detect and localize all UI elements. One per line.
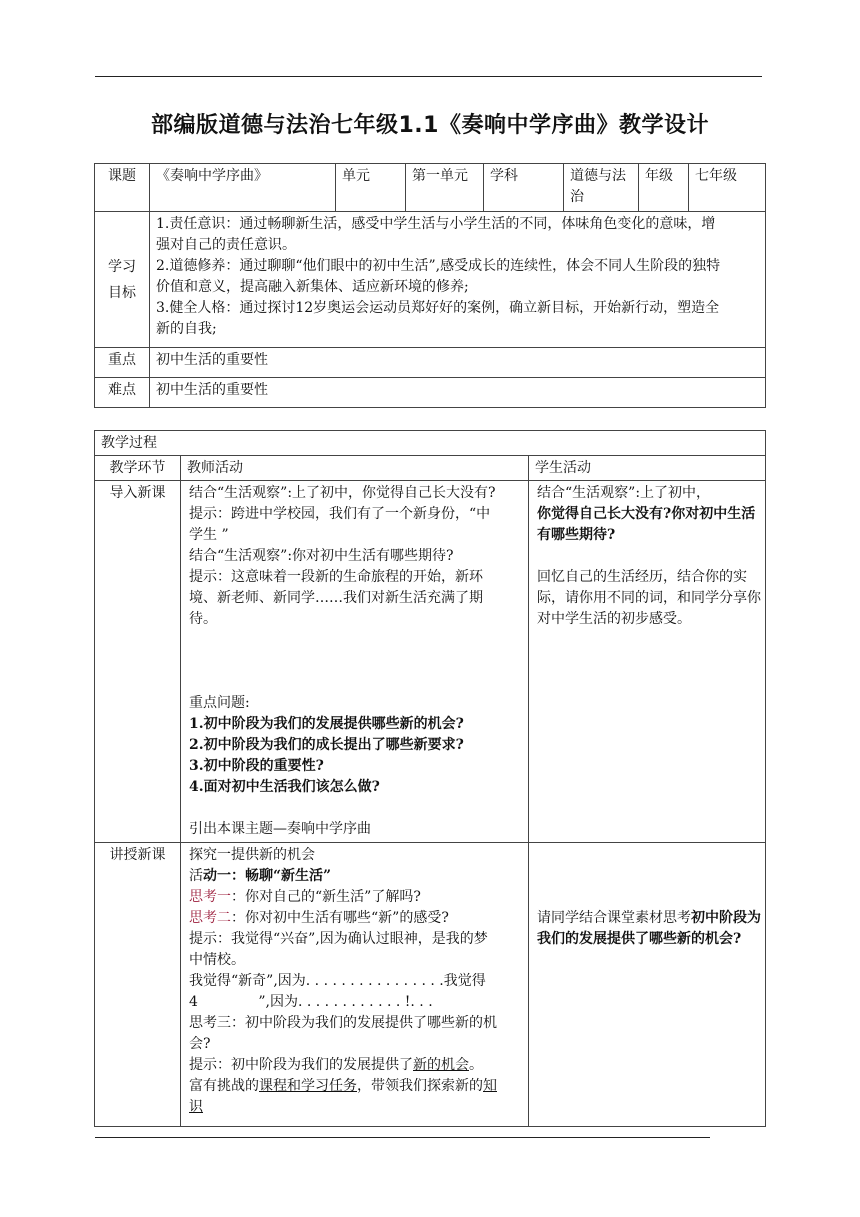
think-2-label: 思考二 [189, 910, 231, 926]
top-rule [95, 76, 762, 77]
lead-in: 引出本课主题—奏响中学序曲 [189, 821, 371, 837]
unit-value: 第一单元 [406, 164, 484, 212]
hint-3-u2: 课程和学习任务 [259, 1078, 357, 1094]
course-value: 《奏响中学序曲》 [150, 164, 336, 212]
course-label: 课题 [95, 164, 150, 212]
stage-intro: 导入新课 [95, 481, 181, 843]
think-2-text: ：你对初中生活有哪些“新”的感受? [231, 910, 449, 926]
grade-label: 年级 [639, 164, 689, 212]
difficult-value: 初中生活的重要性 [150, 378, 766, 408]
hint-3-a: 提示：初中阶段为我们的发展提供了 [189, 1057, 413, 1073]
activity-line [189, 866, 500, 887]
subject-label: 学科 [484, 164, 564, 212]
hint-2b: 4 ”,因为. . . . . . . . . . . . !. . . [189, 994, 433, 1010]
goals-cell [150, 212, 766, 348]
think-1-label: 思考一 [189, 889, 231, 905]
key-value: 初中生活的重要性 [150, 348, 766, 378]
teacher-intro-1: 结合“生活观察”:上了初中，你觉得自己长大没有? [189, 485, 496, 501]
unit-label: 单元 [336, 164, 406, 212]
key-question-2: 2.初中阶段为我们的成长提出了哪些新要求? [189, 737, 464, 753]
goals-label: 学习目标 [95, 212, 150, 348]
activity-title: 动一：畅聊“新生活” [203, 868, 332, 884]
subject-value: 道德与法治 [564, 164, 639, 212]
key-questions-label: 重点问题: [189, 695, 250, 711]
goal-3: 3.健全人格：通过探讨12岁奥运会运动员郑好好的案例，确立新目标，开始新行动，塑造全新的自我; [156, 300, 720, 337]
col-student: 学生活动 [529, 456, 766, 481]
explore-title: 探究一提供新的机会 [189, 847, 315, 863]
activity-prefix: 活 [189, 868, 203, 884]
hint-2a: 我觉得“新奇”,因为. . . . . . . . . . . . . . . .我觉得 [189, 973, 486, 989]
goal-1: 1.责任意识：通过畅聊新生活，感受中学生活与小学生活的不同，体味角色变化的意味，增强对自己的责任意识。 [156, 216, 716, 253]
student-new-bold: 初中阶段为我们的发展提供了哪些新的机会? [537, 910, 761, 947]
student-new-text [537, 908, 761, 950]
stage-new: 讲授新课 [95, 843, 181, 1127]
teacher-intro-4: 提示：这意味着一段新的生命旅程的开始，新环境、新老师、新同学……我们对新生活充满了期待。 [189, 569, 483, 627]
key-question-4: 4.面对初中生活我们该怎么做? [189, 779, 380, 795]
col-teacher: 教师活动 [181, 456, 529, 481]
key-question-3: 3.初中阶段的重要性? [189, 758, 324, 774]
key-label: 重点 [95, 348, 150, 378]
bottom-rule [95, 1137, 710, 1138]
think-2 [189, 908, 500, 929]
hint-3-b: 。 富有挑战的 [189, 1057, 483, 1094]
hint-3 [189, 1055, 500, 1118]
info-table [94, 163, 766, 408]
goal-2: 2.道德修养：通过聊聊“他们眼中的初中生活”,感受成长的连续性，体会不同人生阶段的独特价值和意义，提高融入新集体、适应新环境的修养; [156, 258, 721, 295]
student-new-a: 请同学结合课堂素材思考 [537, 910, 691, 926]
think-1 [189, 887, 500, 908]
student-new [529, 843, 766, 1127]
hint-3-u3: 知识 [189, 1078, 497, 1115]
teacher-intro-3: 结合“生活观察”:你对初中生活有哪些期待? [189, 548, 454, 564]
teacher-new [181, 843, 529, 1127]
hint-3-c: ，带领我们探索新的 [357, 1078, 483, 1094]
student-intro-bold: 你觉得自己长大没有?你对初中生活有哪些期待? [537, 506, 756, 543]
difficult-label: 难点 [95, 378, 150, 408]
think-3: 思考三：初中阶段为我们的发展提供了哪些新的机会? [189, 1015, 497, 1052]
col-stage: 教学环节 [95, 456, 181, 481]
grade-value: 七年级 [689, 164, 766, 212]
teacher-intro-2: 提示：跨进中学校园，我们有了一个新身份，“中学生 ” [189, 506, 491, 543]
think-1-text: ：你对自己的“新生活”了解吗? [231, 889, 421, 905]
process-table [94, 430, 766, 1127]
key-question-1: 1.初中阶段为我们的发展提供哪些新的机会? [189, 716, 464, 732]
student-recall: 回忆自己的生活经历，结合你的实际，请你用不同的词，和同学分享你对中学生活的初步感受。 [537, 569, 761, 627]
hint-1: 提示：我觉得“兴奋”,因为确认过眼神，是我的梦中情校。 [189, 931, 488, 968]
hint-3-u1: 新的机会 [413, 1057, 469, 1073]
student-intro [529, 481, 766, 843]
student-intro-1: 结合“生活观察”:上了初中， [537, 485, 711, 501]
page-title: 部编版道德与法治七年级1.1《奏响中学序曲》教学设计 [151, 113, 709, 138]
teacher-intro [181, 481, 529, 843]
process-header: 教学过程 [95, 431, 766, 456]
